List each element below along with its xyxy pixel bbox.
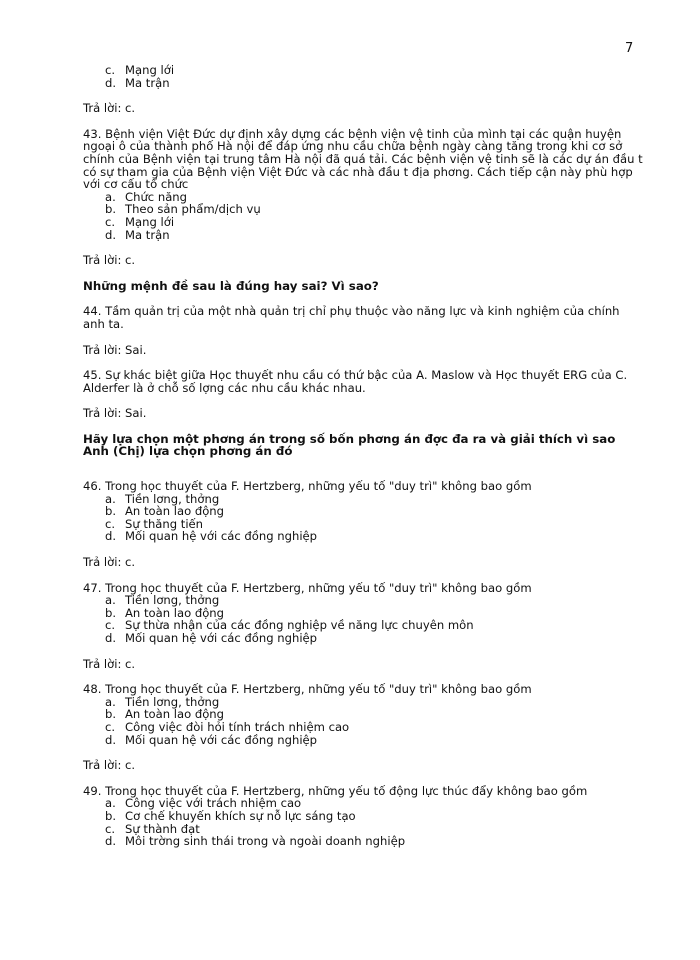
document-body — [83, 64, 643, 848]
answer-text: Trả lời: c. — [83, 555, 136, 570]
option-letter: c. — [105, 63, 116, 77]
question-49-text: 49. Trong học thuyết của F. Hertzberg, những yếu tố động lực thúc đẩy không bao gồm — [83, 783, 588, 798]
option-text: Ma trận — [125, 75, 170, 90]
option-text: Tiền lơng, thởng — [125, 491, 220, 506]
option-text: Mạng lới — [125, 214, 175, 229]
option-letter: c. — [105, 719, 116, 734]
option-text: Cơ chế khuyến khích sự nỗ lực sáng tạo — [125, 808, 356, 823]
option-letter: c. — [105, 516, 116, 531]
option-letter: c. — [105, 821, 116, 836]
option-text: Sự thành đạt — [125, 821, 200, 836]
option-text: Công việc đòi hỏi tính trách nhiệm cao — [125, 719, 350, 734]
question-43-options — [83, 191, 643, 241]
option-letter: c. — [105, 618, 116, 633]
option-text: An toàn lao động — [125, 504, 225, 519]
option-text: Mối quan hệ với các đồng nghiệp — [125, 732, 318, 747]
option-text: Sự thăng tiến — [125, 516, 204, 531]
question-47-text: 47. Trong học thuyết của F. Hertzberg, những yếu tố "duy trì" không bao gồm — [83, 580, 532, 595]
option-text: Tiền lơng, thởng — [125, 694, 220, 709]
answer-text: Trả lời: c. — [83, 253, 136, 268]
option-letter: a. — [105, 189, 116, 204]
option-text: Tiền lơng, thởng — [125, 593, 220, 608]
option-letter: b. — [105, 202, 117, 217]
option-text: Mạng lới — [125, 63, 175, 77]
option-letter: d. — [105, 732, 117, 747]
option-text: Môi trờng sinh thái trong và ngoài doanh nghiệp — [125, 834, 406, 849]
option-item — [83, 77, 643, 90]
option-text: Mối quan hệ với các đồng nghiệp — [125, 631, 318, 645]
option-text: Sự thừa nhận của các đồng nghiệp về năng lực chuyên môn — [125, 618, 474, 633]
section-title-multiple-choice: Hãy lựa chọn một phơng án trong số bốn phơng án đợc đa ra và giải thích vì sao Anh (Chị) lựa chọn phơng án đó — [83, 431, 616, 459]
option-item — [83, 734, 643, 747]
answer-text: Trả lời: c. — [83, 656, 136, 671]
option-letter: a. — [105, 491, 116, 506]
option-item — [83, 229, 643, 242]
question-46-options — [83, 493, 643, 543]
option-letter: d. — [105, 631, 117, 645]
option-text: Ma trận — [125, 227, 170, 242]
option-text: Công việc với trách nhiệm cao — [125, 796, 302, 811]
question-45-text: 45. Sự khác biệt giữa Học thuyết nhu cầu có thứ bậc của A. Maslow và Học thuyết ERG của C. Alderfer là ở chỗ số lợng các nhu cầu khác nhau. — [83, 368, 628, 395]
option-letter: c. — [105, 214, 116, 229]
question-46-text: 46. Trong học thuyết của F. Hertzberg, những yếu tố "duy trì" không bao gồm — [83, 479, 532, 494]
question-43-text: 43. Bệnh viện Việt Đức dự định xây dựng các bệnh viện vệ tinh của mình tại các quận huyện ngoại ô của thành phố Hà nội để đáp ứng nhu cầu chữa bệnh ngày càng tăng trong khi cơ sở chính của Bệnh viện tại trung tâm Hà nội đã quá tải. Các bệnh viện vệ tinh sẽ là các dự án đầu t có sự tham gia của Bệnh viện Việt Đức và các nhà đầu t địa phơng. Cách tiếp cận này phù hợp với cơ cấu tổ chức — [83, 126, 643, 192]
option-item — [83, 530, 643, 543]
option-letter: b. — [105, 605, 117, 620]
option-letter: d. — [105, 227, 117, 242]
question-49-options — [83, 797, 643, 847]
option-letter: a. — [105, 694, 116, 709]
option-letter: a. — [105, 796, 116, 811]
answer-text: Trả lời: c. — [83, 101, 136, 116]
option-letter: d. — [105, 75, 117, 90]
option-letter: b. — [105, 504, 117, 519]
option-letter: a. — [105, 593, 116, 608]
option-text: Mối quan hệ với các đồng nghiệp — [125, 529, 318, 544]
top-option-list — [83, 64, 643, 89]
question-44-text: 44. Tầm quản trị của một nhà quản trị chỉ phụ thuộc vào năng lực và kinh nghiệm của chính anh ta. — [83, 304, 620, 331]
option-text: Theo sản phẩm/dịch vụ — [125, 202, 261, 217]
option-letter: d. — [105, 529, 117, 544]
section-title-true-false: Những mệnh đề sau là đúng hay sai? Vì sao? — [83, 278, 379, 293]
option-letter: d. — [105, 834, 117, 849]
option-item — [83, 632, 643, 645]
option-item — [83, 835, 643, 848]
option-letter: b. — [105, 707, 117, 722]
answer-text: Trả lời: Sai. — [83, 342, 147, 357]
answer-text: Trả lời: Sai. — [83, 406, 147, 421]
question-48-text: 48. Trong học thuyết của F. Hertzberg, những yếu tố "duy trì" không bao gồm — [83, 682, 532, 697]
question-48-options — [83, 696, 643, 746]
option-text: Chức năng — [125, 189, 188, 204]
option-text: An toàn lao động — [125, 707, 225, 722]
answer-text: Trả lời: c. — [83, 758, 136, 773]
question-47-options — [83, 594, 643, 644]
page-number: 7 — [625, 41, 634, 56]
option-text: An toàn lao động — [125, 605, 225, 620]
option-letter: b. — [105, 808, 117, 823]
